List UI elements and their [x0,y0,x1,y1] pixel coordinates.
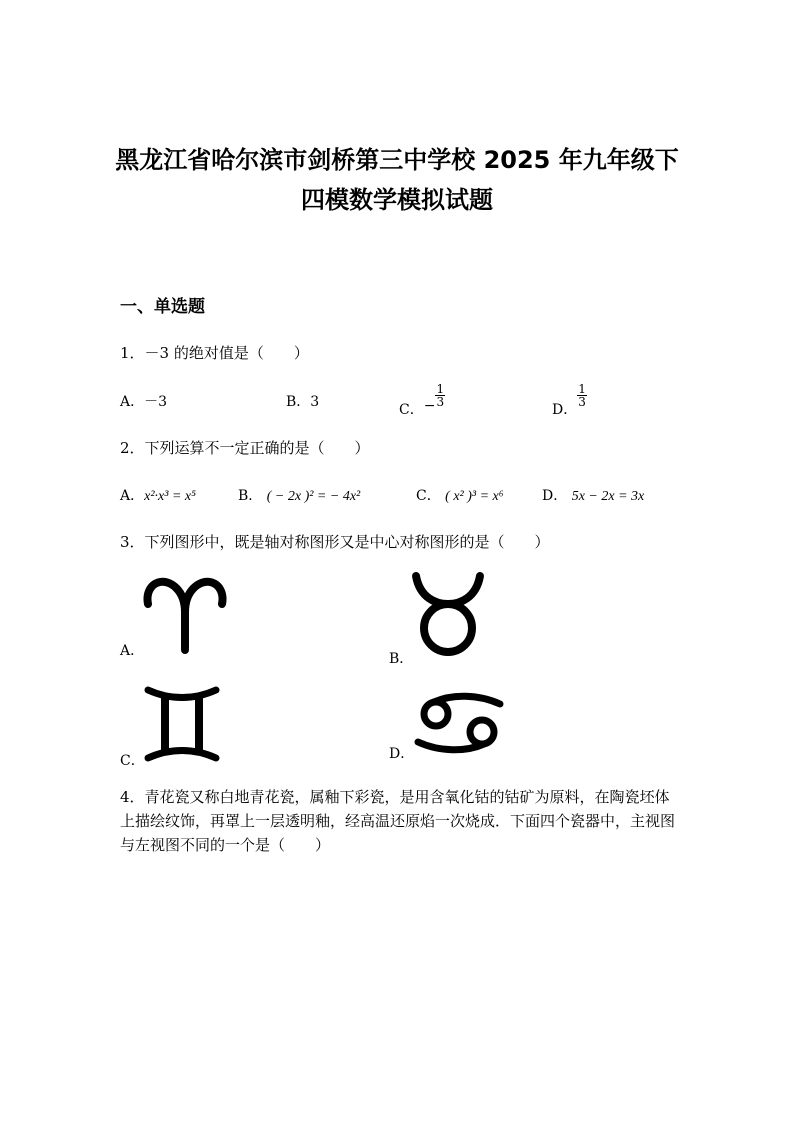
q1-option-c [399,382,445,418]
q3-option-c-label: C． [120,753,145,769]
q2-option-d [542,485,644,505]
q1-option-b: B．3 [286,394,320,410]
aries-icon [140,572,230,656]
section-heading: 一、单选题 [120,297,205,317]
fraction-denominator: 3 [578,395,586,409]
gemini-icon [142,684,222,764]
fraction-denominator: 3 [436,395,445,409]
q1-option-c-sign: − [423,397,436,414]
question-1-stem: 1．－3 的绝对值是（ ） [120,344,309,362]
q3-option-d-label: D． [389,746,415,762]
q2-option-d-label: D． [542,488,568,504]
q2-option-a-label: A． [120,488,145,504]
q2-option-c [416,485,504,505]
q2-option-d-expr: 5x − 2x = 3x [571,489,645,504]
fraction-numerator: 1 [436,382,445,396]
q1-option-a: A．－3 [120,394,168,410]
question-4-stem: 4．青花瓷又称白地青花瓷，属釉下彩瓷，是用含氧化钴的钴矿为原料，在陶瓷坯体上描绘纹饰，再罩上一层透明釉，经高温还原焰一次烧成．下面四个瓷器中，主视图与左视图不同的一个是（ ） [120,788,676,854]
q2-option-b-label: B． [238,488,263,504]
q1-option-d-label: D． [552,401,578,418]
fraction-numerator: 1 [578,382,586,396]
q1-option-d [552,382,587,418]
q2-option-a-expr: x²·x³ = x⁵ [144,489,196,504]
page-title-line1: 黑龙江省哈尔滨市剑桥第三中学校 2025 年九年级下 [115,146,679,174]
question-2-stem: 2．下列运算不一定正确的是（ ） [120,439,370,457]
q2-option-c-expr: ( x² )³ = x⁶ [445,489,504,504]
question-3-stem: 3．下列图形中，既是轴对称图形又是中心对称图形的是（ ） [120,533,550,551]
q2-option-b-expr: ( − 2x )² = − 4x² [266,489,361,504]
q3-option-a-label: A． [120,643,145,659]
cancer-icon [412,692,506,754]
q2-option-c-label: C． [416,488,441,504]
q2-option-b [238,485,360,505]
page-title-line2: 四模数学模拟试题 [301,186,493,214]
taurus-icon [408,568,488,660]
q2-option-a [120,485,196,505]
q1-option-c-label: C． [399,401,424,418]
q1-option-d-fraction [577,383,587,408]
q1-option-c-fraction [435,383,445,408]
q3-option-b-label: B． [389,651,414,667]
